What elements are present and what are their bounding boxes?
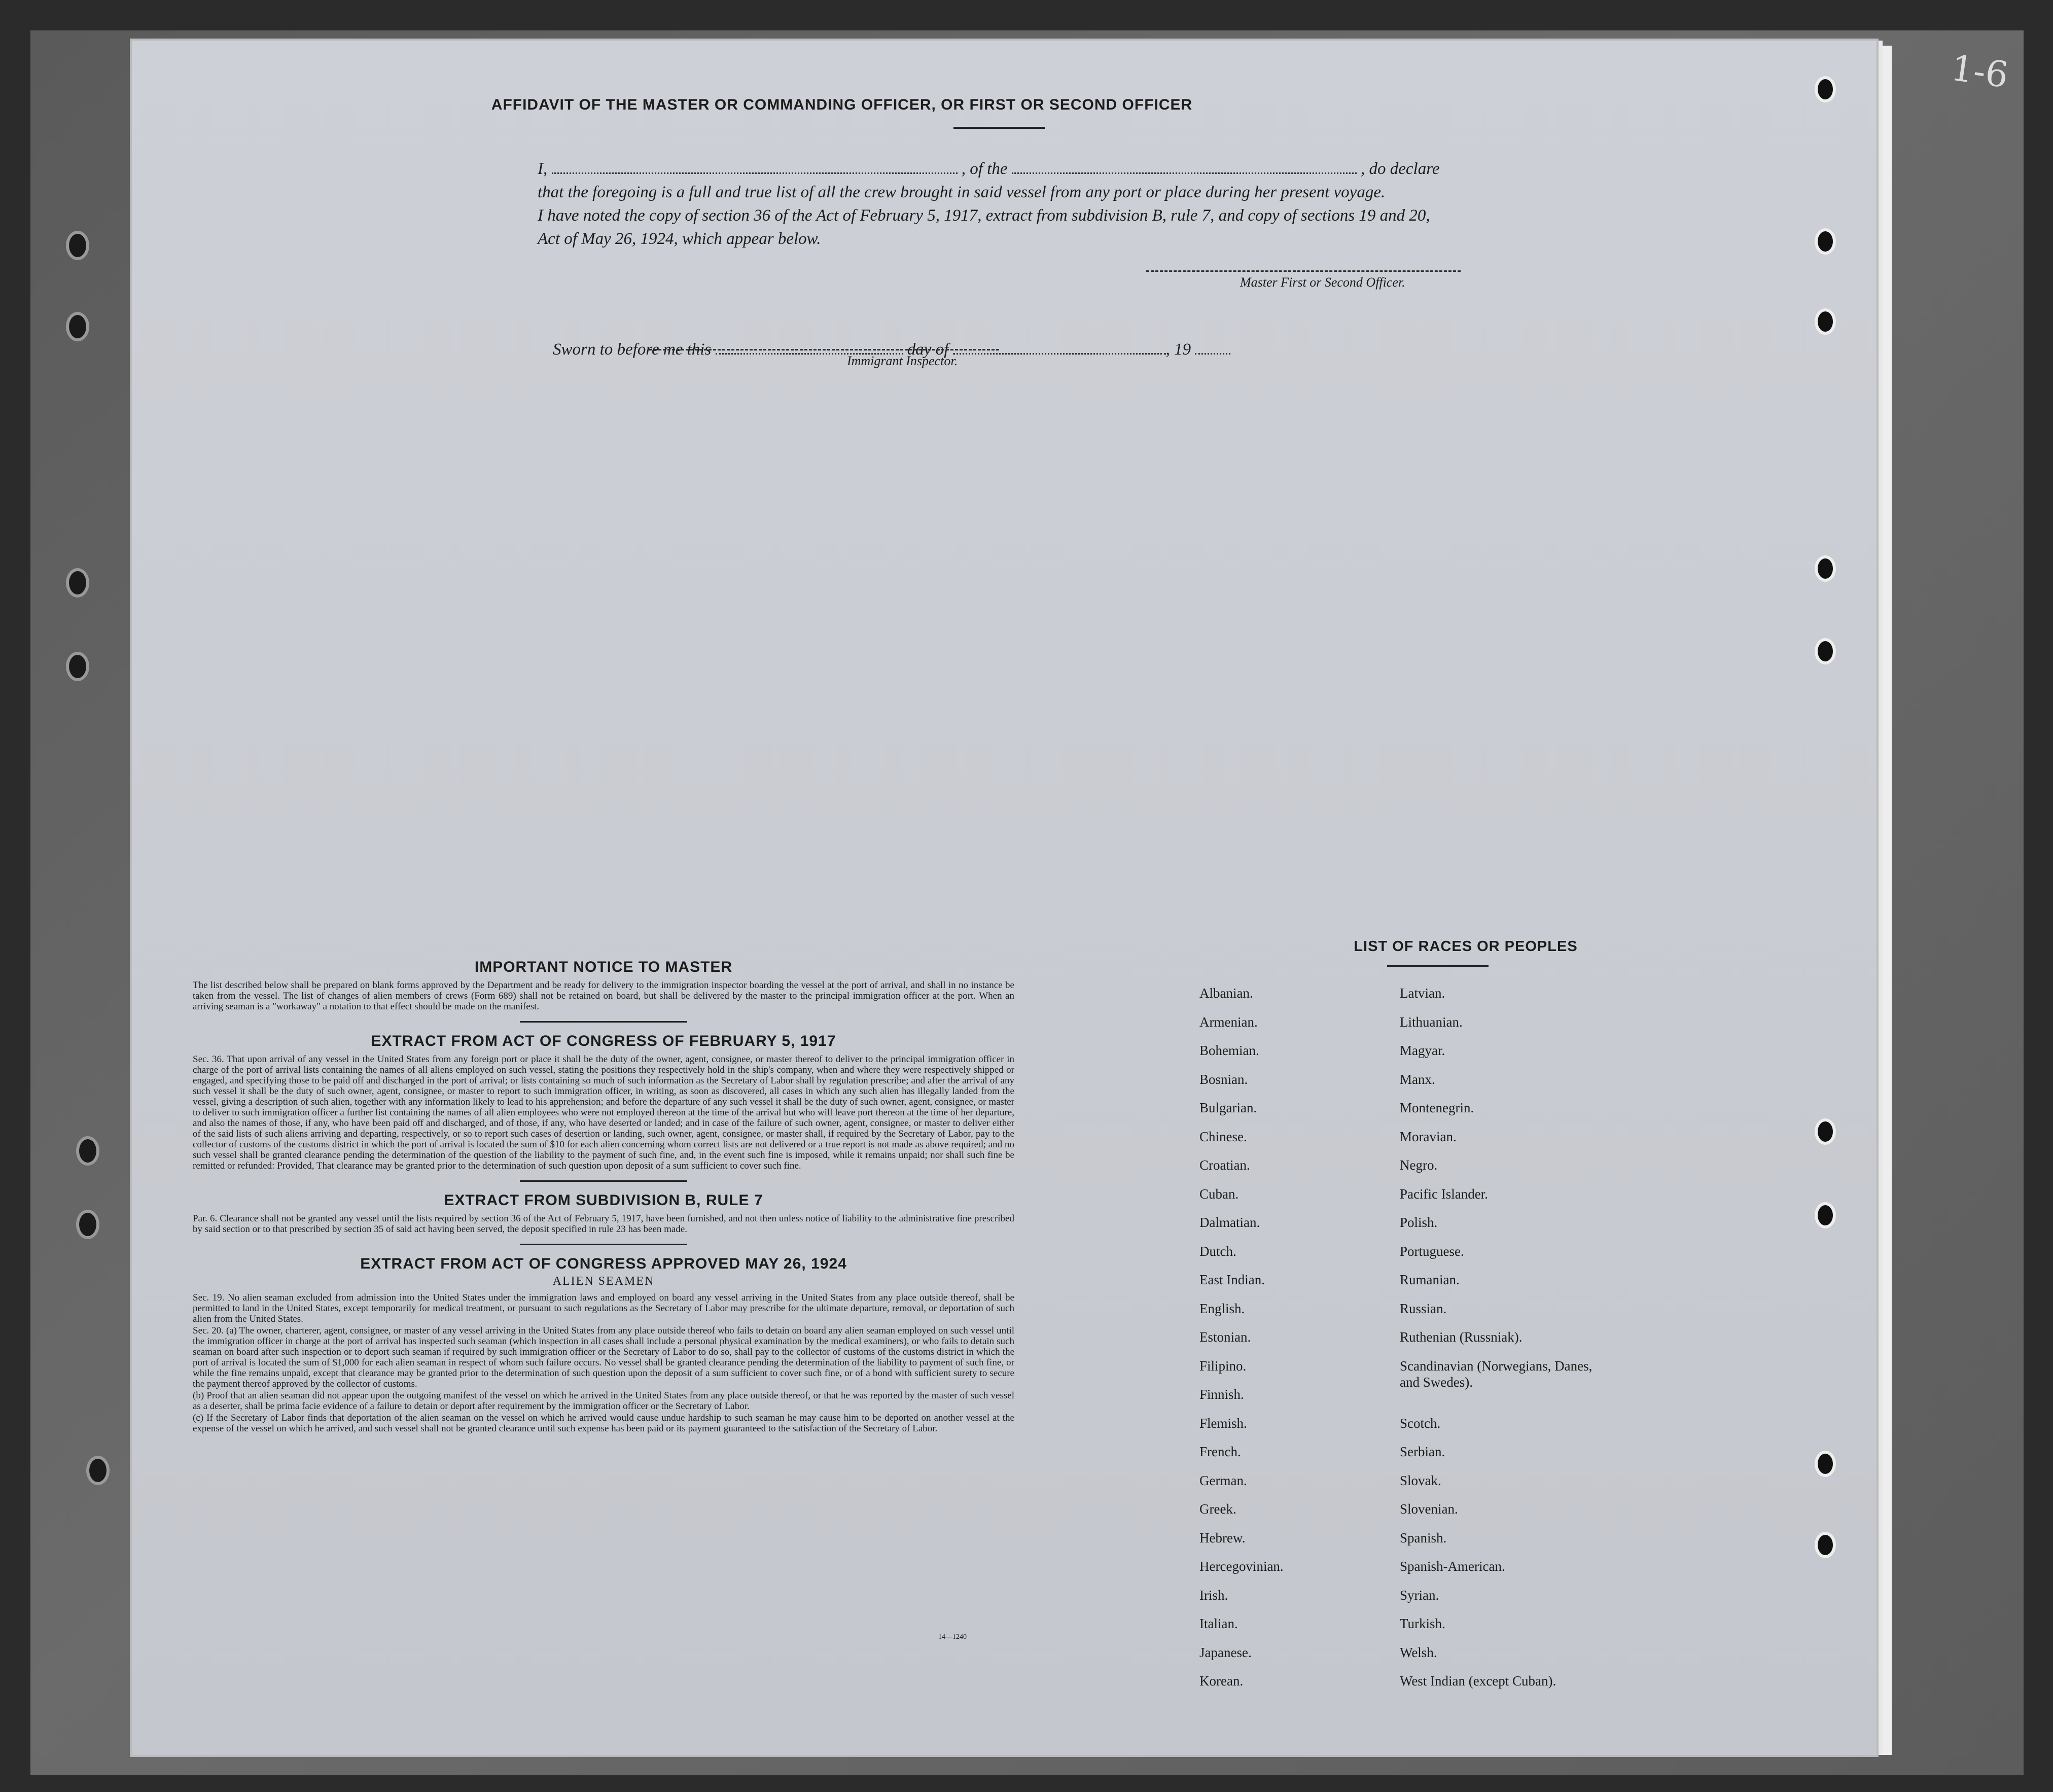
races-left-column xyxy=(1199,979,1284,1696)
race-item: Latvian. xyxy=(1400,986,1445,1001)
race-item: Filipino. xyxy=(1199,1358,1247,1374)
margin-handwritten-mark: 1-6 xyxy=(1949,47,2011,96)
declarant-name-field[interactable] xyxy=(552,159,958,174)
binder-hole xyxy=(1815,76,1836,102)
master-signature-line[interactable] xyxy=(1146,270,1461,272)
binder-hole xyxy=(1815,1118,1836,1145)
sworn-label: Sworn to before me this xyxy=(553,340,712,359)
act-1924-sec-19: Sec. 19. No alien seaman excluded from admission into the United States under the immigration laws and employed on board any vessel arriving in the United States from any place outside thereof, shall be permitted to land in the United States, except temporarily for medical treatment, or pursuant to such regulations as the Secretary of Labor may prescribe for the ultimate departure, removal, or deportation of such alien from the United States. xyxy=(193,1292,1014,1324)
declaration-line-1 xyxy=(538,157,1674,181)
race-item: Slovenian. xyxy=(1400,1501,1458,1517)
race-item: Bulgarian. xyxy=(1199,1100,1257,1115)
notice-text: The list described below shall be prepared on blank forms approved by the Department and be ready for delivery to the immigration inspector boarding the vessel at the port of arrival, and shall in no instance be taken from the vessel. The list of changes of alien members of crews (Form 689) shall not be retained on board, but shall be delivered by the master to the principal immigration officer at the port. When an arriving seaman is a "workaway" a notation to that effect should be made on the manifest. xyxy=(193,980,1014,1012)
race-item: West Indian (except Cuban). xyxy=(1400,1673,1556,1689)
act-1924-title: EXTRACT FROM ACT OF CONGRESS APPROVED MAY 26, 1924 xyxy=(360,1255,847,1272)
race-item: Chinese. xyxy=(1199,1129,1247,1144)
title-divider xyxy=(953,127,1045,129)
race-item: Pacific Islander. xyxy=(1400,1186,1488,1202)
notice-title: IMPORTANT NOTICE TO MASTER xyxy=(474,959,733,975)
alien-seamen-subtitle: ALIEN SEAMEN xyxy=(552,1275,655,1288)
rule-7-title: EXTRACT FROM SUBDIVISION B, RULE 7 xyxy=(444,1192,763,1209)
races-right-column xyxy=(1400,979,1613,1696)
affidavit-title: AFFIDAVIT OF THE MASTER OR COMMANDING OFFICER, OR FIRST OR SECOND OFFICER xyxy=(491,96,1193,113)
inspector-signature-line[interactable] xyxy=(649,349,999,350)
declarant-label: I, xyxy=(538,160,548,178)
binder-hole xyxy=(66,231,89,260)
race-item: Irish. xyxy=(1199,1587,1228,1603)
race-item: Lithuanian. xyxy=(1400,1014,1463,1030)
race-item: Magyar. xyxy=(1400,1043,1445,1058)
vessel-name-field[interactable] xyxy=(1012,159,1357,174)
inspector-signature-label: Immigrant Inspector. xyxy=(847,354,958,368)
race-item: Italian. xyxy=(1199,1616,1238,1631)
race-item: Ruthenian (Russniak). xyxy=(1400,1329,1523,1345)
rule-7-par-6: Par. 6. Clearance shall not be granted any vessel until the lists required by section 36 of the Act of February 5, 1917, have been furnished, and not then unless notice of liability to the administrative fine prescribed by said section or to that prescribed by section 35 of said act having been served, the deposit specified in rule 23 has been made. xyxy=(193,1213,1014,1235)
binder-hole xyxy=(1815,308,1836,335)
race-item: Montenegrin. xyxy=(1400,1100,1474,1115)
affidavit-declaration xyxy=(538,157,1674,251)
master-signature-label: Master First or Second Officer. xyxy=(1240,275,1405,290)
act-1924-sec-20a: Sec. 20. (a) The owner, charterer, agent, consignee, or master of any vessel arriving in the United States from any place outside thereof who fails to detain on board any alien seaman employed on such vessel until the immigration officer in charge at the port of arrival has inspected such seaman (which inspection in all cases shall include a personal physical examination by the medical examiners), or who fails to detain such seaman on board after such inspection or to deport such seaman if required by such immigration officer or the Secretary of Labor to do so, shall pay to the collector of customs of the customs district in which the port of arrival is located the sum of $1,000 for each alien seaman in respect of whom such failure occurs. No vessel shall be granted clearance pending the determination of the liability to payment of such fine, or while the fine remains unpaid, except that clearance may be granted prior to the determination of such question upon the deposit of a sum sufficient to cover such fine, or of a bond with sufficient surety to secure the payment thereof approved by the collector of customs. xyxy=(193,1325,1014,1389)
act-1917-sec-36: Sec. 36. That upon arrival of any vessel in the United States from any foreign port or place it shall be the duty of the owner, agent, consignee, or master thereof to deliver to the principal immigration officer in charge of the port of arrival lists containing the names of all aliens employed on such vessel, stating the positions they respectively hold in the ship's company, when and where they were respectively shipped or engaged, and specifying those to be paid off and discharged in the port of arrival; or lists containing so much of such information as the Secretary of Labor shall by regulation prescribe; and after the arrival of any such vessel it shall be the duty of such owner, agent, consignee, or master to report to such immigration officer, in writing, as soon as discovered, all cases in which any such alien has illegally landed from the vessel, giving a description of such alien, together with any information likely to lead to his apprehension; and before the departure of any such vessel it shall be the duty of such owner, agent, consignee, or master to deliver to such immigration officer a further list containing the names of all alien employees who were not employed thereon at the time of the arrival but who will leave port thereon at the time of her departure, and also the names of those, if any, who have been paid off and discharged, and of those, if any, who have deserted or landed; and in case of the failure of such owner, agent, consignee, or master to deliver either of the said lists of such aliens arriving and departing, respectively, or so to report such cases of desertion or landing, such owner, agent, consignee, or master shall, if required by the Secretary of Labor, pay to the collector of customs of the customs district in which the port of arrival is located the sum of $10 for each alien concerning whom correct lists are not delivered or a true report is not made as above required; and no such vessel shall be granted clearance pending the determination of the question of the liability to the payment of such fine, and, in the event such fine is imposed, while it remains unpaid; nor shall such fine be remitted or refunded: Provided, That clearance may be granted prior to the determination of such question upon deposit of a sum sufficient to cover such fine. xyxy=(193,1054,1014,1171)
race-item: Bosnian. xyxy=(1199,1071,1248,1087)
vessel-label: , of the xyxy=(961,160,1008,178)
race-item: Bohemian. xyxy=(1199,1043,1259,1058)
document-page xyxy=(132,41,1877,1755)
race-item: Manx. xyxy=(1400,1071,1435,1087)
declare-label: , do declare xyxy=(1360,160,1440,178)
binder-hole xyxy=(76,1136,99,1166)
sworn-day-field[interactable] xyxy=(716,340,903,355)
race-item: Finnish. xyxy=(1199,1387,1244,1402)
binder-hole xyxy=(66,568,89,598)
race-item: East Indian. xyxy=(1199,1272,1265,1287)
race-item: Slovak. xyxy=(1400,1472,1441,1488)
race-item: English. xyxy=(1199,1301,1245,1316)
race-item: Hebrew. xyxy=(1199,1530,1246,1545)
race-item: Estonian. xyxy=(1199,1329,1251,1345)
race-item: Negro. xyxy=(1400,1157,1438,1173)
binder-hole xyxy=(66,652,89,681)
declaration-line-3: I have noted the copy of section 36 of the Act of February 5, 1917, extract from subdivision B, rule 7, and copy of sections 19 and 20, xyxy=(538,206,1430,225)
binder-hole xyxy=(1815,1202,1836,1228)
race-item: Spanish-American. xyxy=(1400,1559,1505,1574)
race-item: Korean. xyxy=(1199,1673,1244,1689)
sworn-month-field[interactable] xyxy=(953,340,1166,355)
binder-hole xyxy=(1815,228,1836,255)
sworn-year-field[interactable] xyxy=(1195,340,1230,355)
race-item: Portuguese. xyxy=(1400,1243,1464,1259)
race-item: Moravian. xyxy=(1400,1129,1457,1144)
year-prefix: , 19 xyxy=(1165,340,1191,359)
notices-column xyxy=(193,959,1014,1434)
race-item: Japanese. xyxy=(1199,1644,1252,1660)
race-item: Scandinavian (Norwegians, Danes, and Swedes). xyxy=(1400,1358,1592,1390)
race-item: Greek. xyxy=(1199,1501,1236,1517)
binder-hole xyxy=(1815,1532,1836,1558)
race-item: Polish. xyxy=(1400,1215,1438,1230)
race-item: Serbian. xyxy=(1400,1444,1445,1459)
race-item: Syrian. xyxy=(1400,1587,1439,1603)
race-item: Spanish. xyxy=(1400,1530,1447,1545)
binder-hole xyxy=(66,312,89,341)
race-item: Russian. xyxy=(1400,1301,1447,1316)
race-item: Rumanian. xyxy=(1400,1272,1460,1287)
races-title: LIST OF RACES OR PEOPLES xyxy=(1354,938,1578,955)
act-1917-title: EXTRACT FROM ACT OF CONGRESS OF FEBRUARY 5, 1917 xyxy=(371,1033,836,1049)
race-item: Welsh. xyxy=(1400,1644,1437,1660)
section-divider xyxy=(520,1021,687,1023)
act-1924-sec-20b: (b) Proof that an alien seaman did not appear upon the outgoing manifest of the vessel on which he arrived in the United States from any place outside thereof, or that he was reported by the master of such vessel as a deserter, shall be prima facie evidence of a failure to detain or deport after requirement by the immigration officer or the Secretary of Labor. xyxy=(193,1390,1014,1412)
race-item: Albanian. xyxy=(1199,986,1253,1001)
binder-hole xyxy=(86,1456,110,1485)
race-item: French. xyxy=(1199,1444,1241,1459)
race-item: Croatian. xyxy=(1199,1157,1250,1173)
race-item: Turkish. xyxy=(1400,1616,1445,1631)
race-item: Armenian. xyxy=(1199,1014,1258,1030)
sheet-edge xyxy=(1877,46,1892,1755)
race-item: Dalmatian. xyxy=(1199,1215,1260,1230)
race-item: Hercegovinian. xyxy=(1199,1559,1284,1574)
race-item: Scotch. xyxy=(1400,1415,1441,1431)
race-item: Dutch. xyxy=(1199,1243,1236,1259)
declaration-line-4: Act of May 26, 1924, which appear below. xyxy=(538,230,821,248)
day-of-label: day of xyxy=(907,340,949,359)
declaration-line-2: that the foregoing is a full and true list of all the crew brought in said vessel from any port or place during her present voyage. xyxy=(538,183,1386,201)
binder-hole xyxy=(1815,555,1836,582)
binder-hole xyxy=(76,1210,99,1239)
section-divider xyxy=(520,1244,687,1245)
act-1924-sec-20c: (c) If the Secretary of Labor finds that deportation of the alien seaman on the vessel on which he arrived would cause undue hardship to such seaman he may cause him to be deported on another vessel at the expense of the vessel on which he arrived, and such vessel shall not be granted clearance until such expense has been paid or its payment guaranteed to the satisfaction of the Secretary of Labor. xyxy=(193,1413,1014,1434)
binder-hole xyxy=(1815,638,1836,664)
section-divider xyxy=(520,1180,687,1182)
races-divider xyxy=(1387,965,1489,967)
race-item: Flemish. xyxy=(1199,1415,1247,1431)
binder-hole xyxy=(1815,1451,1836,1477)
form-number: 14—1240 xyxy=(938,1633,967,1641)
race-item: Cuban. xyxy=(1199,1186,1239,1202)
race-item: German. xyxy=(1199,1472,1247,1488)
